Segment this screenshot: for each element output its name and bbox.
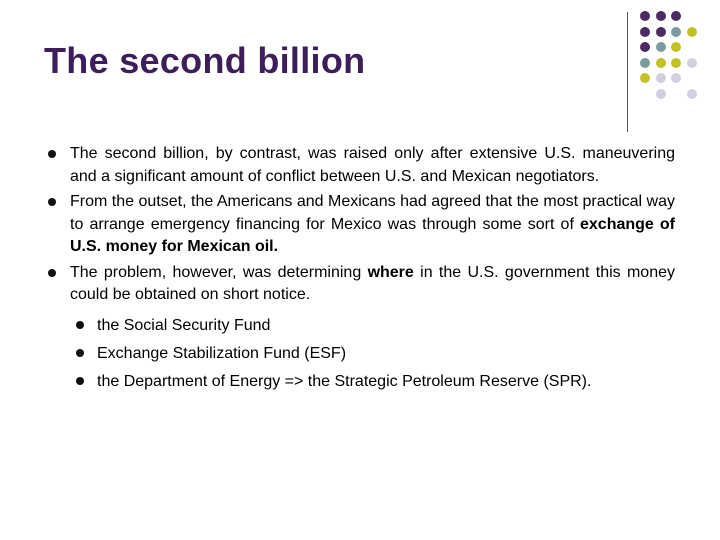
bullet-dot-icon xyxy=(48,198,56,206)
decorative-dot xyxy=(671,27,681,37)
slide-title: The second billion xyxy=(44,40,366,81)
bullet-item xyxy=(48,262,675,307)
decorative-dot xyxy=(640,42,650,52)
decorative-dot xyxy=(687,89,697,99)
decorative-dot-grid xyxy=(640,11,704,117)
bullet-dot-icon xyxy=(48,269,56,277)
bullet-dot-icon xyxy=(76,321,84,329)
sub-bullet-item xyxy=(70,342,675,365)
decorative-dot xyxy=(671,42,681,52)
decorative-dot xyxy=(656,89,666,99)
decorative-dot xyxy=(671,58,681,68)
decorative-dot xyxy=(656,58,666,68)
bullet-emphasis: where xyxy=(367,263,414,281)
decorative-dot xyxy=(656,73,666,83)
bullet-dot-icon xyxy=(76,377,84,385)
bullet-text: The second billion, by contrast, was raised only after extensive U.S. maneuvering and a significant amount of conflict between U.S. and Mexican negotiators. xyxy=(70,145,675,185)
decorative-dot xyxy=(640,11,650,21)
bullet-dot-icon xyxy=(48,150,56,158)
decorative-dot xyxy=(656,42,666,52)
decorative-dot xyxy=(640,73,650,83)
sub-bullet-item xyxy=(70,314,675,337)
sub-bullet-item xyxy=(70,370,675,393)
bullet-item xyxy=(48,191,675,259)
sub-bullet-text: Exchange Stabilization Fund (ESF) xyxy=(97,344,347,362)
bullet-text: From the outset, the Americans and Mexicans had agreed that the most practical way to arrange emergency financing for Mexico was through some sort of xyxy=(70,193,675,233)
decorative-dot xyxy=(656,11,666,21)
decorative-dot xyxy=(671,11,681,21)
decorative-dot xyxy=(656,27,666,37)
decorative-dot xyxy=(671,73,681,83)
sub-bullet-text: the Social Security Fund xyxy=(97,316,271,334)
bullet-item xyxy=(48,143,675,188)
decorative-divider-line xyxy=(627,12,628,132)
bullet-emphasis: exchange of U.S. money for Mexican oil. xyxy=(70,215,676,255)
sub-bullet-text: the Department of Energy => the Strategic Petroleum Reserve (SPR). xyxy=(97,372,592,390)
bullet-dot-icon xyxy=(76,349,84,357)
bullet-text: in the U.S. government this money could be obtained on short notice. xyxy=(70,263,676,303)
decorative-dot xyxy=(687,27,697,37)
decorative-dot xyxy=(640,58,650,68)
decorative-dot xyxy=(687,58,697,68)
sub-bullet-list xyxy=(48,314,675,393)
slide-body xyxy=(48,143,675,393)
decorative-dot xyxy=(640,27,650,37)
bullet-text: The problem, however, was determining xyxy=(70,263,368,281)
